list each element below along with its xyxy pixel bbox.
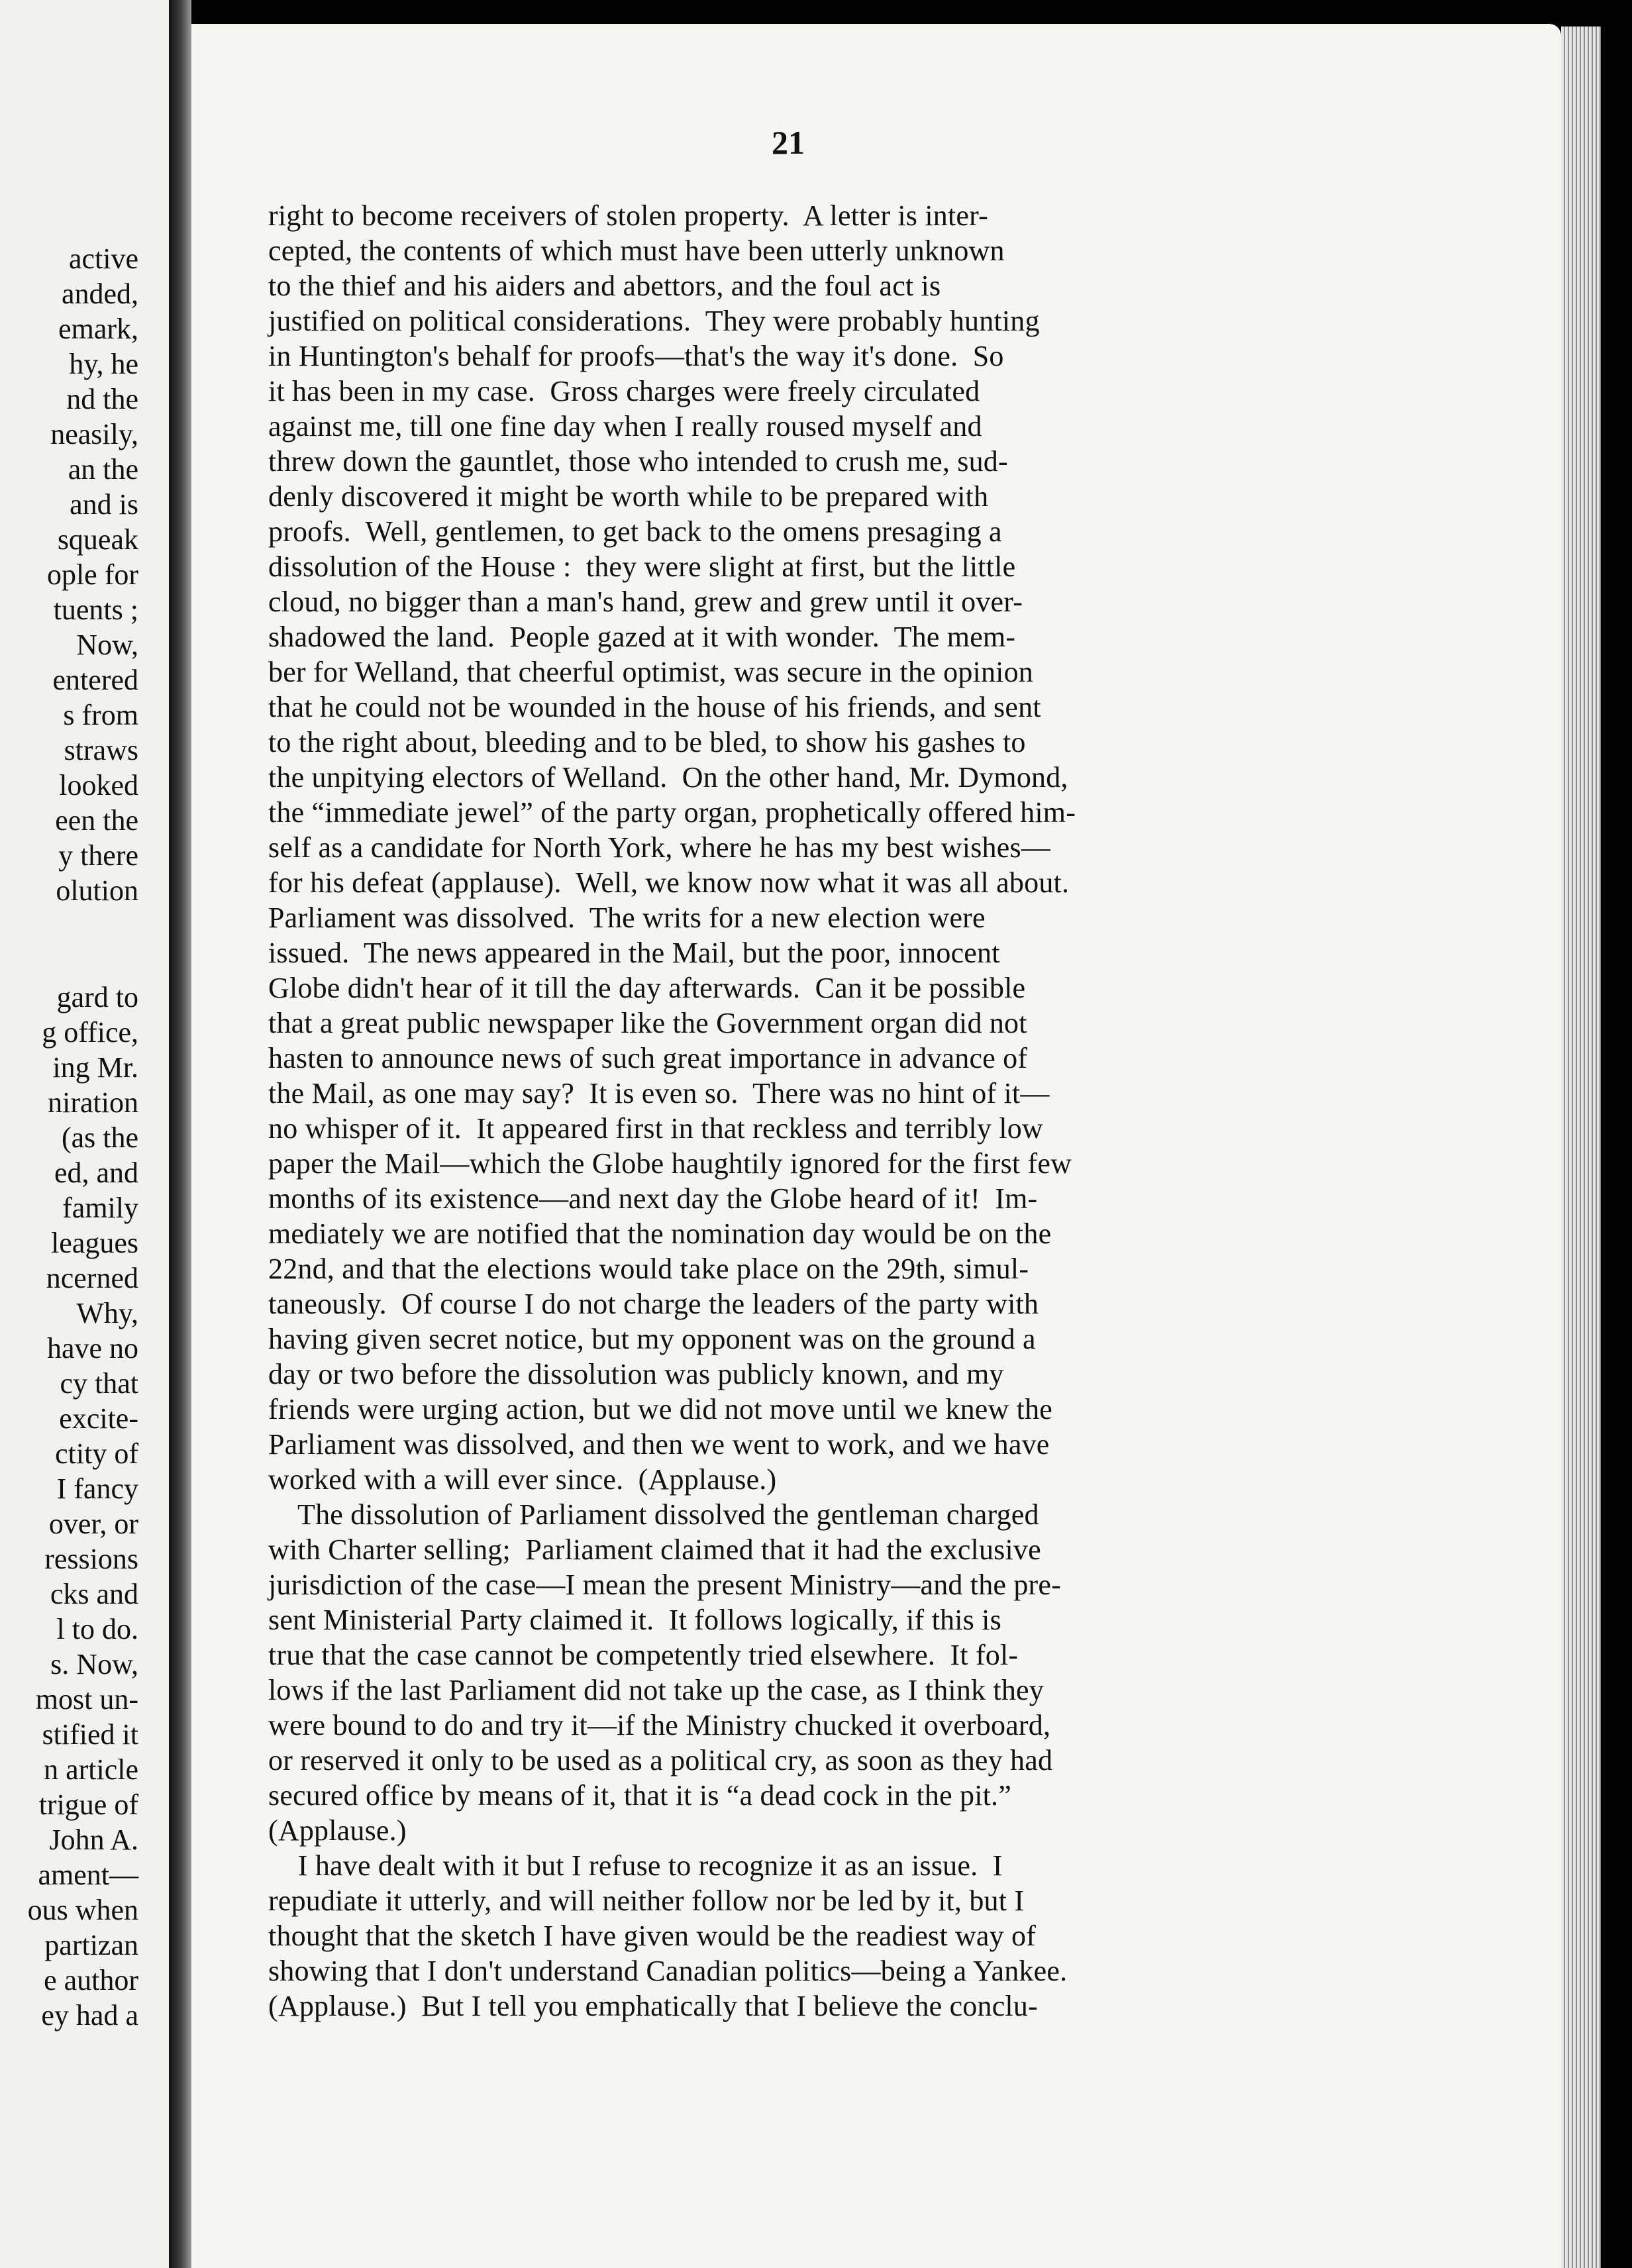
left-page-line: ing Mr.: [52, 1051, 138, 1084]
body-text-line: ber for Welland, that cheerful optimist, was secure in the opinion: [268, 656, 1033, 688]
body-text-line: day or two before the dissolution was publicly known, and my: [268, 1358, 1004, 1390]
body-text-line: having given secret notice, but my opponent was on the ground a: [268, 1323, 1036, 1355]
left-page-line: ed, and: [54, 1157, 138, 1189]
left-page-line: anded,: [61, 278, 138, 310]
left-page-line: ous when: [27, 1894, 138, 1926]
body-text-line: against me, till one fine day when I really roused myself and: [268, 410, 982, 442]
body-text-line: taneously. Of course I do not charge the leaders of the party with: [268, 1288, 1039, 1320]
body-text-line: right to become receivers of stolen property. A letter is inter-: [268, 199, 988, 232]
left-page-line: y there: [58, 839, 138, 872]
body-text-line: Globe didn't hear of it till the day afterwards. Can it be possible: [268, 972, 1026, 1004]
body-text-line: issued. The news appeared in the Mail, but the poor, innocent: [268, 937, 1000, 969]
left-page-line: cks and: [50, 1578, 138, 1610]
left-page-line: stified it: [42, 1718, 138, 1751]
body-text-line: jurisdiction of the case—I mean the present Ministry—and the pre-: [268, 1569, 1061, 1601]
left-page: [0, 0, 169, 2268]
body-text-line: worked with a will ever since. (Applause.): [268, 1463, 777, 1496]
left-page-line: s from: [63, 699, 138, 731]
body-text-line: Parliament was dissolved, and then we went to work, and we have: [268, 1428, 1050, 1461]
left-page-line: family: [62, 1192, 138, 1224]
body-text-line: hasten to announce news of such great importance in advance of: [268, 1042, 1028, 1074]
left-page-line: ctity of: [55, 1437, 138, 1470]
left-page-line: ople for: [46, 558, 138, 591]
body-text-line: the unpitying electors of Welland. On the other hand, Mr. Dymond,: [268, 761, 1068, 794]
left-page-line: hy, he: [69, 348, 138, 380]
body-text-line: (Applause.) But I tell you emphatically that I believe the conclu-: [268, 1990, 1038, 2022]
body-text-line: no whisper of it. It appeared first in that reckless and terribly low: [268, 1112, 1043, 1145]
left-page-line: looked: [59, 769, 138, 801]
left-page-line: and is: [70, 488, 138, 521]
body-text-line: lows if the last Parliament did not take up the case, as I think they: [268, 1674, 1044, 1706]
body-text-line: 22nd, and that the elections would take place on the 29th, simul-: [268, 1253, 1029, 1285]
left-page-line: I fancy: [56, 1472, 138, 1505]
left-page-line: have no: [46, 1332, 138, 1365]
body-text-line: to the right about, bleeding and to be bled, to show his gashes to: [268, 726, 1026, 758]
left-page-line: squeak: [57, 523, 138, 556]
left-page-line: ncerned: [46, 1262, 138, 1294]
left-page-line: ey had a: [41, 1999, 138, 2032]
body-text-line: it has been in my case. Gross charges were freely circulated: [268, 375, 980, 407]
body-text-line: self as a candidate for North York, where he has my best wishes—: [268, 831, 1050, 864]
body-text-line: I have dealt with it but I refuse to recognize it as an issue. I: [268, 1849, 1003, 1882]
body-text-line: threw down the gauntlet, those who intended to crush me, sud-: [268, 445, 1008, 478]
left-page-line: e author: [44, 1964, 138, 1996]
left-page-line: emark,: [58, 313, 138, 345]
left-page-line: ament—: [38, 1859, 138, 1891]
left-page-line: active: [68, 242, 138, 275]
body-text-line: were bound to do and try it—if the Ministry chucked it overboard,: [268, 1709, 1051, 1741]
body-text-line: the Mail, as one may say? It is even so. There was no hint of it—: [268, 1077, 1050, 1109]
body-text-line: true that the case cannot be competently tried elsewhere. It fol-: [268, 1639, 1019, 1671]
left-page-line: s. Now,: [50, 1648, 138, 1680]
body-text-line: months of its existence—and next day the Globe heard of it! Im-: [268, 1182, 1038, 1215]
left-page-line: ressions: [44, 1543, 138, 1575]
left-page-line: partizan: [44, 1929, 138, 1961]
left-page-line: cy that: [60, 1367, 138, 1400]
book-gutter: [169, 0, 191, 2268]
left-page-line: n article: [44, 1753, 138, 1786]
left-page-line: leagues: [51, 1227, 138, 1259]
body-text-line: proofs. Well, gentlemen, to get back to the omens presaging a: [268, 515, 1002, 548]
body-text-line: that a great public newspaper like the Government organ did not: [268, 1007, 1027, 1039]
left-page-line: een the: [55, 804, 138, 837]
body-text-line: or reserved it only to be used as a political cry, as soon as they had: [268, 1744, 1053, 1777]
left-page-line: tuents ;: [53, 593, 138, 626]
body-text-line: paper the Mail—which the Globe haughtily ignored for the first few: [268, 1147, 1072, 1180]
left-page-line: neasily,: [50, 418, 138, 450]
body-text-line: to the thief and his aiders and abettors, and the foul act is: [268, 270, 941, 302]
left-page-line: straws: [64, 734, 138, 766]
body-text-line: shadowed the land. People gazed at it with wonder. The mem-: [268, 621, 1016, 653]
body-text-line: cloud, no bigger than a man's hand, grew and grew until it over-: [268, 586, 1023, 618]
left-page-line: most un-: [35, 1683, 138, 1716]
body-text-line: repudiate it utterly, and will neither follow nor be led by it, but I: [268, 1884, 1025, 1917]
left-page-line: (as the: [61, 1121, 138, 1154]
body-text-line: (Applause.): [268, 1814, 407, 1847]
left-page-line: Now,: [76, 629, 138, 661]
body-text-line: with Charter selling; Parliament claimed that it had the exclusive: [268, 1533, 1041, 1566]
left-page-line: entered: [52, 664, 138, 696]
left-page-line: g office,: [42, 1016, 138, 1049]
body-text-line: denly discovered it might be worth while to be prepared with: [268, 480, 989, 513]
body-text-line: justified on political considerations. They were probably hunting: [268, 305, 1040, 337]
left-page-line: John A.: [49, 1824, 138, 1856]
body-text-line: friends were urging action, but we did not move until we knew the: [268, 1393, 1053, 1425]
body-text-line: secured office by means of it, that it is “a dead cock in the pit.”: [268, 1779, 1011, 1812]
body-text-line: Parliament was dissolved. The writs for a new election were: [268, 902, 986, 934]
left-page-line: an the: [68, 453, 138, 486]
body-text-line: that he could not be wounded in the house of his friends, and sent: [268, 691, 1041, 723]
left-page-line: niration: [48, 1086, 138, 1119]
left-page-line: excite-: [59, 1402, 138, 1435]
body-text-line: in Huntington's behalf for proofs—that's the way it's done. So: [268, 340, 1004, 372]
left-page-line: nd the: [66, 383, 138, 415]
page-edges: [1561, 26, 1601, 2268]
body-text-line: sent Ministerial Party claimed it. It follows logically, if this is: [268, 1604, 1001, 1636]
body-text-line: dissolution of the House : they were slight at first, but the little: [268, 550, 1016, 583]
body-text-line: for his defeat (applause). Well, we know now what it was all about.: [268, 866, 1070, 899]
body-text-line: cepted, the contents of which must have been utterly unknown: [268, 234, 1005, 267]
left-page-line: trigue of: [38, 1788, 138, 1821]
body-text-line: thought that the sketch I have given would be the readiest way of: [268, 1920, 1037, 1952]
left-page-line: Why,: [76, 1297, 138, 1329]
body-text-line: The dissolution of Parliament dissolved the gentleman charged: [268, 1498, 1039, 1531]
left-page-line: gard to: [56, 981, 138, 1013]
body-text-line: the “immediate jewel” of the party organ, prophetically offered him-: [268, 796, 1076, 829]
body-text-line: showing that I don't understand Canadian politics—being a Yankee.: [268, 1955, 1068, 1987]
left-page-line: over, or: [48, 1508, 138, 1540]
body-text-line: mediately we are notified that the nomination day would be on the: [268, 1217, 1052, 1250]
page-number: 21: [772, 124, 805, 161]
left-page-line: olution: [56, 874, 138, 907]
left-page-line: l to do.: [56, 1613, 138, 1645]
